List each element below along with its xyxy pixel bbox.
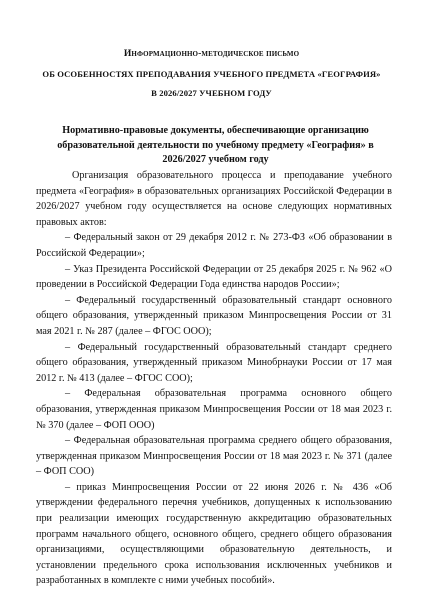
intro-paragraph: Организация образовательного процесса и преподавание учебного предмета «География» в образовательных организациях Российской Федерации в 2026/2027 учебном году осуществляется на основе следующих нормативных правовых актов: (36, 170, 392, 228)
list-item: – Федеральный государственный образовательный стандарт среднего общего образования, утвержденный приказом Минобрнауки России от 17 мая 2012 г. № 413 (далее – ФГОС СОО); (36, 341, 392, 384)
list-item: – Федеральная образовательная программа основного общего образования, утвержденная приказом Минпросвещения России от 18 мая 2023 г. № 370 (далее – ФОП ООО) (36, 388, 392, 431)
letter-subtitle: ОБ ОСОБЕННОСТЯХ ПРЕПОДАВАНИЯ УЧЕБНОГО ПРЕДМЕТА «ГЕОГРАФИЯ» (42, 69, 381, 79)
list-item: – Федеральный закон от 29 декабря 2012 г. № 273-ФЗ «Об образовании в Российской Федерации»; (36, 232, 392, 259)
list-item: – приказ Минпросвещения России от 22 июня 2026 г. № 436 «Об утверждении федерального перечня учебников, допущенных к использованию при реализации имеющих государственную аккредитацию образовательных программ начального общего, основного общего, среднего общего образования организациями, осуществляющими образовательную деятельность, и установлении предельного срока использования исключенных учебников и разработанных в комплекте с ними учебных пособий». (36, 481, 392, 587)
document-body (36, 168, 392, 589)
list-item: – Федеральная образовательная программа среднего общего образования, утвержденная приказом Минпросвещения России от 18 мая 2023 г. № 371 (далее – ФОП СОО) (36, 435, 392, 478)
section-heading: Нормативно-правовые документы, обеспечивающие организацию образовательной деятельности по учебному предмету «География» в 2026/2027 учебном году (57, 125, 374, 166)
list-item: – Указ Президента Российской Федерации от 25 декабря 2025 г. № 962 «О проведении в Российской Федерации Года единства народов России»; (36, 263, 392, 291)
letter-title: Информационно-методическое письмо (123, 48, 300, 59)
letter-year: В 2026/2027 УЧЕБНОМ ГОДУ (151, 88, 272, 98)
list-item: – Федеральный государственный образовательный стандарт основного общего образования, утвержденный приказом Минпросвещения России от 31 мая 2021 г. № 287 (далее – ФГОС ООО); (36, 294, 392, 337)
